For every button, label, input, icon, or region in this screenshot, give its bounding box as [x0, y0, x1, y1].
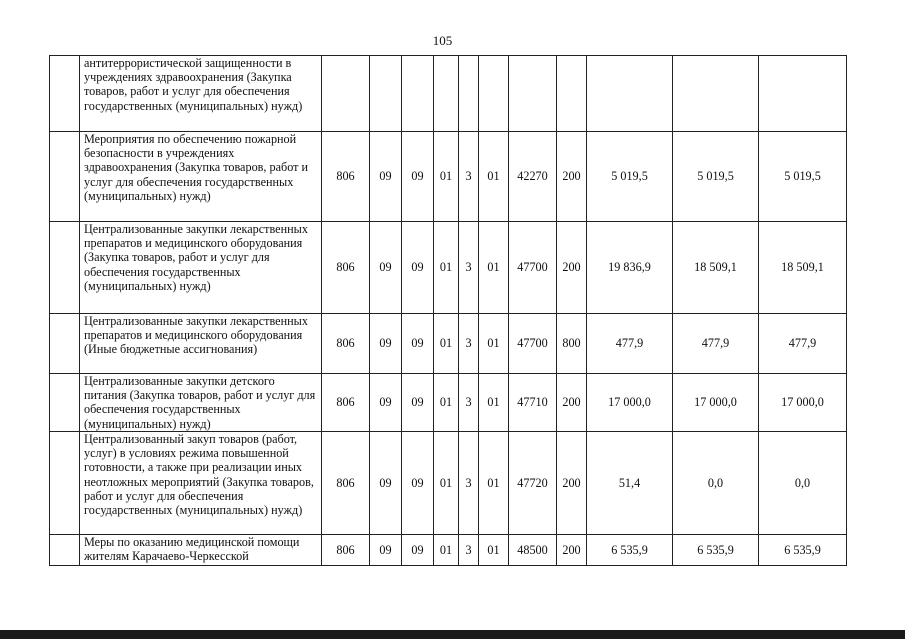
cell-p1: 01	[434, 222, 459, 314]
cell-p3: 01	[479, 314, 509, 374]
row-index-cell	[50, 374, 80, 432]
cell-pr: 09	[402, 535, 434, 566]
cell-gr: 806	[322, 314, 370, 374]
cell-year2	[673, 56, 759, 132]
cell-p3: 01	[479, 374, 509, 432]
cell-vr: 200	[557, 374, 587, 432]
cell-vr: 200	[557, 222, 587, 314]
cell-year1: 19 836,9	[587, 222, 673, 314]
cell-year1: 51,4	[587, 432, 673, 535]
cell-gr: 806	[322, 222, 370, 314]
cell-p2: 3	[459, 132, 479, 222]
item-name: Централизованный закуп товаров (работ, услуг) в условиях режима повышенной готовности, а также при реализации иных неотложных мероприятий (Закупка товаров, работ и услуг для обеспечения государственных (муниципальных) нужд)	[80, 432, 322, 535]
cell-year2: 477,9	[673, 314, 759, 374]
item-name: Централизованные закупки детского питания (Закупка товаров, работ и услуг для обеспечения государственных (муниципальных) нужд)	[80, 374, 322, 432]
cell-p2: 3	[459, 374, 479, 432]
cell-pr: 09	[402, 314, 434, 374]
page-number: 105	[432, 33, 453, 48]
cell-vr: 200	[557, 432, 587, 535]
cell-pr: 09	[402, 374, 434, 432]
row-index-cell	[50, 132, 80, 222]
cell-vr	[557, 56, 587, 132]
table-row	[50, 535, 847, 566]
cell-year3: 477,9	[759, 314, 847, 374]
cell-p1: 01	[434, 432, 459, 535]
cell-rz: 09	[370, 432, 402, 535]
item-name: Централизованные закупки лекарственных препаратов и медицинского оборудования (Закупка товаров, работ и услуг для обеспечения государственных (муниципальных) нужд)	[80, 222, 322, 314]
table-body	[50, 56, 847, 566]
cell-p3	[479, 56, 509, 132]
cell-pr: 09	[402, 432, 434, 535]
cell-p3: 01	[479, 535, 509, 566]
cell-p1: 01	[434, 535, 459, 566]
cell-p2: 3	[459, 432, 479, 535]
cell-p4: 47700	[509, 314, 557, 374]
row-index-cell	[50, 314, 80, 374]
cell-year2: 0,0	[673, 432, 759, 535]
table-row	[50, 222, 847, 314]
cell-year3: 6 535,9	[759, 535, 847, 566]
cell-year1	[587, 56, 673, 132]
cell-gr: 806	[322, 374, 370, 432]
cell-p4: 47710	[509, 374, 557, 432]
table-row	[50, 374, 847, 432]
cell-rz: 09	[370, 374, 402, 432]
cell-year1: 6 535,9	[587, 535, 673, 566]
cell-rz: 09	[370, 222, 402, 314]
cell-rz: 09	[370, 314, 402, 374]
cell-vr: 200	[557, 132, 587, 222]
cell-p4: 42270	[509, 132, 557, 222]
table-row	[50, 132, 847, 222]
budget-table	[49, 55, 847, 566]
item-name: антитеррористической защищенности в учреждениях здравоохранения (Закупка товаров, работ и услуг для обеспечения государственных (муниципальных) нужд)	[80, 56, 322, 132]
cell-year3: 17 000,0	[759, 374, 847, 432]
cell-year3	[759, 56, 847, 132]
cell-p1	[434, 56, 459, 132]
item-name: Мероприятия по обеспечению пожарной безопасности в учреждениях здравоохранения (Закупка товаров, работ и услуг для обеспечения государственных (муниципальных) нужд)	[80, 132, 322, 222]
cell-year1: 17 000,0	[587, 374, 673, 432]
cell-p4: 48500	[509, 535, 557, 566]
cell-gr: 806	[322, 432, 370, 535]
cell-p2: 3	[459, 535, 479, 566]
cell-p4	[509, 56, 557, 132]
item-name: Меры по оказанию медицинской помощи жителям Карачаево-Черкесской	[80, 535, 322, 566]
cell-p1: 01	[434, 374, 459, 432]
row-index-cell	[50, 222, 80, 314]
cell-vr: 800	[557, 314, 587, 374]
cell-p1: 01	[434, 314, 459, 374]
cell-gr: 806	[322, 132, 370, 222]
cell-vr: 200	[557, 535, 587, 566]
cell-rz	[370, 56, 402, 132]
cell-pr: 09	[402, 132, 434, 222]
cell-p4: 47720	[509, 432, 557, 535]
table-row	[50, 432, 847, 535]
cell-p3: 01	[479, 222, 509, 314]
cell-p1: 01	[434, 132, 459, 222]
row-index-cell	[50, 432, 80, 535]
cell-year2: 6 535,9	[673, 535, 759, 566]
cell-rz: 09	[370, 535, 402, 566]
scan-bottom-edge	[0, 630, 905, 639]
cell-year3: 0,0	[759, 432, 847, 535]
cell-pr	[402, 56, 434, 132]
cell-gr	[322, 56, 370, 132]
row-index-cell	[50, 56, 80, 132]
cell-year2: 5 019,5	[673, 132, 759, 222]
cell-year1: 5 019,5	[587, 132, 673, 222]
cell-year1: 477,9	[587, 314, 673, 374]
item-name: Централизованные закупки лекарственных препаратов и медицинского оборудования (Иные бюджетные ассигнования)	[80, 314, 322, 374]
table-row	[50, 314, 847, 374]
cell-rz: 09	[370, 132, 402, 222]
row-index-cell	[50, 535, 80, 566]
cell-p3: 01	[479, 432, 509, 535]
cell-p2: 3	[459, 222, 479, 314]
cell-year2: 18 509,1	[673, 222, 759, 314]
cell-p3: 01	[479, 132, 509, 222]
cell-p2	[459, 56, 479, 132]
cell-gr: 806	[322, 535, 370, 566]
cell-year3: 5 019,5	[759, 132, 847, 222]
cell-year3: 18 509,1	[759, 222, 847, 314]
cell-p2: 3	[459, 314, 479, 374]
cell-pr: 09	[402, 222, 434, 314]
table-row	[50, 56, 847, 132]
cell-year2: 17 000,0	[673, 374, 759, 432]
cell-p4: 47700	[509, 222, 557, 314]
